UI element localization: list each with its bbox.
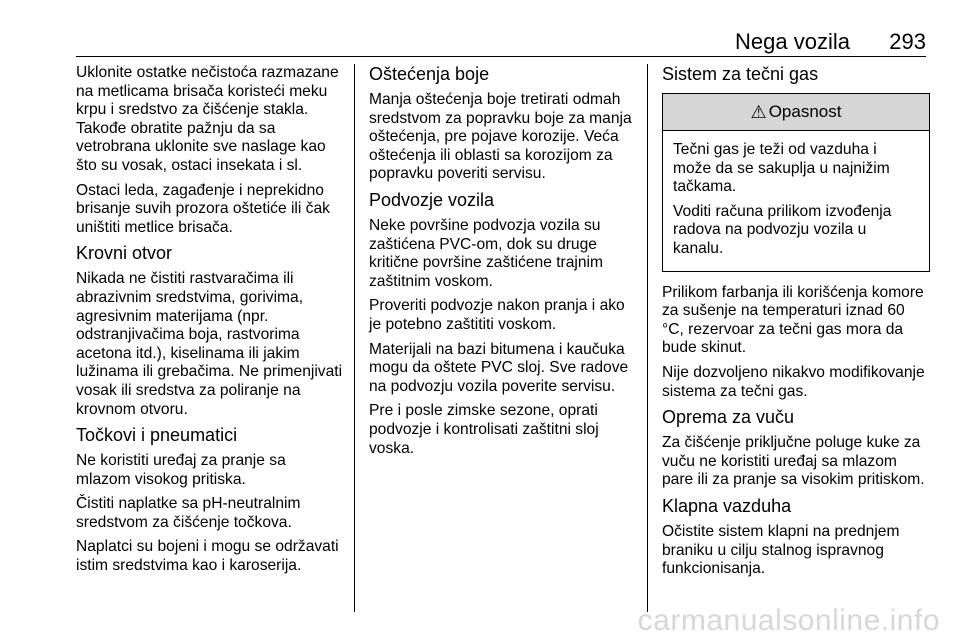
section-heading: Krovni otvor [76,243,173,264]
section-heading: Klapna vazduha [662,495,792,516]
paragraph: Neke površine podvozja vozila su zaštićena PVC-om, dok su druge kritične površine zaštićene trajnim zaštitnim voskom. [369,216,603,290]
paragraph: Uklonite ostatke nečistoća razmazane na metlicama brisača koristeći meku krpu i sredstvo za čišćenje stakla. Takođe obratite pažnju da sa vetrobrana uklonite sve naslage kao što su vosak, ostaci insekata i sl. [76,64,339,174]
header-rule [76,56,926,57]
section-heading: Oprema za vuču [662,407,795,428]
paragraph: Ne koristiti uređaj za pranje sa mlazom visokog pritiska. [76,452,286,488]
section-heading: Podvozje vozila [369,189,495,210]
warning-header [663,94,929,131]
paragraph: Proveriti podvozje nakon pranja i ako je potebno zaštititi voskom. [369,297,625,333]
column-divider [647,64,648,612]
paragraph: Prilikom farbanja ili korišćenja komore za sušenje na temperaturi iznad 60 °C, rezervoar za tečni gas mora da bude skinut. [662,283,924,357]
column-1 [76,64,344,582]
paragraph: Voditi računa prilikom izvođenja radova na podvozju vozila u kanalu. [673,202,892,257]
warning-title: Opasnost [768,101,842,121]
paragraph: Manja oštećenja boje tretirati odmah sredstvom za popravku boje za manja oštećenja, pre pojave korozije. Veća oštećenja ili oblasti sa korozijom za popravku poveriti servisu. [369,91,632,183]
warning-box [662,93,930,272]
paragraph: Pre i posle zimske sezone, oprati podvozje i kontrolisati zaštitni sloj voska. [369,402,599,457]
watermark: carmanualsonline.info [637,604,940,637]
section-heading: Točkovi i pneumatici [76,425,238,446]
page-number: 293 [889,29,926,54]
paragraph: Ostaci leda, zagađenje i neprekidno brisanje suvih prozora oštetiće ili čak uništiti metlice brisača. [76,181,330,236]
paragraph: Tečni gas je teži od vazduha i može da se sakuplja u najnižim tačkama. [673,141,890,196]
paragraph: Nikada ne čistiti rastvaračima ili abrazivnim sredstvima, gorivima, agresivnim materijama (npr. odstranjivačima boja, rastvorima acetona itd.), kiselinama ili jakim lužinama ili grebačima. Ne primenjivati vosak ili sredstva za poliranje na krovnom otvoru. [76,270,343,418]
page-title: Nega vozila [735,29,850,54]
paragraph: Naplatci su bojeni i mogu se održavati istim sredstvima kao i karoserija. [76,538,339,575]
paragraph: Materijali na bazi bitumena i kaučuka mogu da oštete PVC sloj. Sve radove na podvozju vozila poverite servisu. [369,340,629,395]
column-divider [354,64,355,612]
warning-body [663,131,929,271]
warning-triangle-icon: ⚠ [750,101,767,122]
paragraph: Nije dozvoljeno nikakvo modifikovanje sistema za tečni gas. [662,363,925,400]
column-2 [369,64,637,464]
paragraph: Za čišćenje priključne poluge kuke za vuču ne koristiti uređaj sa mlazom pare ili za pranje sa visokim pritiskom. [662,434,925,489]
section-heading: Sistem za tečni gas [662,64,819,84]
paragraph: Očistite sistem klapni na prednjem braniku u cilju stalnog ispravnog funkcionisanja. [662,522,900,578]
section-heading: Oštećenja boje [369,64,490,84]
paragraph: Čistiti naplatke sa pH-neutralnim sredstvom za čišćenje točkova. [76,495,301,531]
column-3 [662,64,930,585]
page-header [76,30,926,54]
